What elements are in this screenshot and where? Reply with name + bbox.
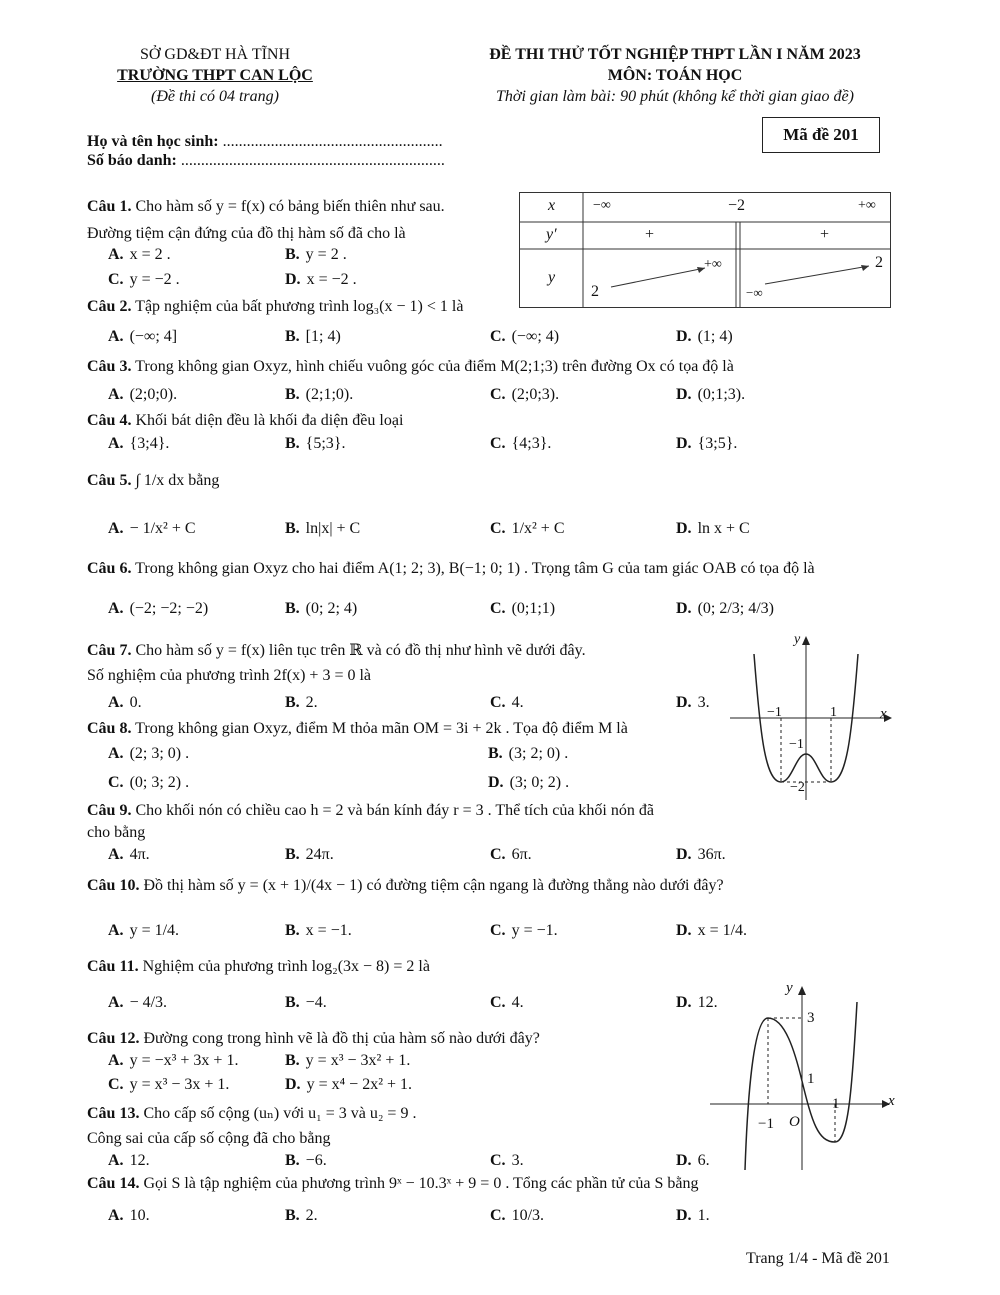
question-12: Câu 12. Đường cong trong hình vẽ là đồ thị của hàm số nào dưới đây? <box>87 1030 540 1047</box>
question-14: Câu 14. Gọi S là tập nghiệm của phương trình 9ˣ − 10.3ˣ + 9 = 0 . Tổng các phần tử của S bằng <box>87 1175 699 1192</box>
name-dots: ....................................................... <box>222 133 443 150</box>
id-label: Số báo danh: <box>87 152 177 169</box>
question-11: Câu 11. Nghiệm của phương trình log₂(3x − 8) = 2 là <box>87 958 430 975</box>
q8-option-c[interactable]: C. (0; 3; 2) . <box>108 774 190 791</box>
student-name-line <box>87 133 443 151</box>
q5-option-d[interactable]: D. ln x + C <box>676 520 750 537</box>
q13-option-c[interactable]: C. 3. <box>490 1152 524 1169</box>
table-sign-2: + <box>820 226 830 243</box>
q10-option-d[interactable]: D. x = 1/4. <box>676 922 748 939</box>
question-2: Câu 2. Tập nghiệm của bất phương trình log₃(x − 1) < 1 là <box>87 298 464 315</box>
q11-option-b[interactable]: B. −4. <box>285 994 327 1011</box>
school-name: TRƯỜNG THPT CAN LỘC <box>117 67 313 84</box>
q5-option-c[interactable]: C. 1/x² + C <box>490 520 565 537</box>
table-x-posinf: +∞ <box>858 198 876 213</box>
subject: MÔN: TOÁN HỌC <box>607 67 743 84</box>
graph2-tick-x1: 1 <box>832 1096 840 1112</box>
q8-option-d[interactable]: D. (3; 0; 2) . <box>488 774 570 791</box>
graph2-origin: O <box>789 1114 800 1130</box>
q3-option-b[interactable]: B. (2;1;0). <box>285 386 354 403</box>
graph2-y-label: y <box>786 980 793 996</box>
q1-option-d[interactable]: D. x = −2 . <box>285 271 357 288</box>
question-13-line2: Công sai của cấp số cộng đã cho bằng <box>87 1130 331 1147</box>
q13-option-b[interactable]: B. −6. <box>285 1152 327 1169</box>
question-4: Câu 4. Khối bát diện đều là khối đa diện đều loại <box>87 412 404 429</box>
graph1-tick-ym1: −1 <box>789 737 804 752</box>
table-yprime-label: y′ <box>546 226 557 243</box>
q2-option-c[interactable]: C. (−∞; 4) <box>490 328 560 345</box>
table-x-neginf: −∞ <box>593 198 611 213</box>
q2-option-a[interactable]: A. (−∞; 4] <box>108 328 178 345</box>
q2-option-b[interactable]: B. [1; 4) <box>285 328 341 345</box>
table-y-posinf: +∞ <box>704 257 722 272</box>
exam-code-box: Mã đề 201 <box>762 117 880 153</box>
student-id-line <box>87 152 445 170</box>
question-6: Câu 6. Trong không gian Oxyz cho hai điểm A(1; 2; 3), B(−1; 0; 1) . Trọng tâm G của tam giác OAB có tọa độ là <box>87 560 815 577</box>
q4-option-b[interactable]: B. {5;3}. <box>285 435 346 452</box>
variation-table-svg <box>519 192 891 308</box>
question-3: Câu 3. Trong không gian Oxyz, hình chiếu vuông góc của điểm M(2;1;3) trên đường Ox có tọa độ là <box>87 358 734 375</box>
question-7: Câu 7. Cho hàm số y = f(x) liên tục trên ℝ và có đồ thị như hình vẽ dưới đây. <box>87 642 586 659</box>
q11-option-d[interactable]: D. 12. <box>676 994 718 1011</box>
q12-option-a[interactable]: A. y = −x³ + 3x + 1. <box>108 1052 239 1069</box>
q10-option-c[interactable]: C. y = −1. <box>490 922 558 939</box>
table-sign-1: + <box>645 226 655 243</box>
q7-option-d[interactable]: D. 3. <box>676 694 710 711</box>
q14-option-b[interactable]: B. 2. <box>285 1207 318 1224</box>
q7-option-c[interactable]: C. 4. <box>490 694 524 711</box>
graph1-y-label: y <box>794 632 801 647</box>
q5-option-b[interactable]: B. ln|x| + C <box>285 520 361 537</box>
q9-option-d[interactable]: D. 36π. <box>676 846 726 863</box>
question-10: Câu 10. Đồ thị hàm số y = (x + 1)/(4x − 1) có đường tiệm cận ngang là đường thẳng nào dưới đây? <box>87 877 724 894</box>
q11-option-a[interactable]: A. − 4/3. <box>108 994 168 1011</box>
q1-option-a[interactable]: A. x = 2 . <box>108 246 171 263</box>
q7-option-a[interactable]: A. 0. <box>108 694 142 711</box>
q12-option-c[interactable]: C. y = x³ − 3x + 1. <box>108 1076 230 1093</box>
id-dots: .................................................................. <box>180 152 445 169</box>
graph2-tick-1: 1 <box>807 1071 815 1087</box>
question-7-line2: Số nghiệm của phương trình 2f(x) + 3 = 0 là <box>87 667 372 684</box>
q12-option-d[interactable]: D. y = x⁴ − 2x² + 1. <box>285 1076 413 1093</box>
question-5: Câu 5. ∫ 1/x dx bằng <box>87 472 220 489</box>
name-label: Họ và tên học sinh: <box>87 133 219 150</box>
question-1: Câu 1. Cho hàm số y = f(x) có bảng biến thiên như sau. <box>87 198 445 215</box>
table-x-m2: −2 <box>728 197 746 214</box>
q2-option-d[interactable]: D. (1; 4) <box>676 328 733 345</box>
question-1-line2: Đường tiệm cận đứng của đồ thị hàm số đã cho là <box>87 225 406 242</box>
q6-option-d[interactable]: D. (0; 2/3; 4/3) <box>676 600 774 617</box>
q14-option-a[interactable]: A. 10. <box>108 1207 150 1224</box>
q14-option-c[interactable]: C. 10/3. <box>490 1207 545 1224</box>
q4-option-c[interactable]: C. {4;3}. <box>490 435 552 452</box>
q13-option-d[interactable]: D. 6. <box>676 1152 710 1169</box>
q6-option-b[interactable]: B. (0; 2; 4) <box>285 600 358 617</box>
q6-option-a[interactable]: A. (−2; −2; −2) <box>108 600 209 617</box>
q10-option-b[interactable]: B. x = −1. <box>285 922 352 939</box>
q8-option-b[interactable]: B. (3; 2; 0) . <box>488 745 569 762</box>
dept-name: SỞ GD&ĐT HÀ TĨNH <box>139 46 291 63</box>
q8-option-a[interactable]: A. (2; 3; 0) . <box>108 745 190 762</box>
q1-option-c[interactable]: C. y = −2 . <box>108 271 180 288</box>
graph1-tick-1: 1 <box>830 705 837 720</box>
table-y-2-right: 2 <box>875 254 883 271</box>
q3-option-d[interactable]: D. (0;1;3). <box>676 386 746 403</box>
graph2-tick-m1: −1 <box>758 1116 774 1132</box>
question-9-line2: cho bằng <box>87 824 146 841</box>
graph1-tick-m1: −1 <box>767 705 782 720</box>
q9-option-b[interactable]: B. 24π. <box>285 846 334 863</box>
q3-option-a[interactable]: A. (2;0;0). <box>108 386 178 403</box>
q11-option-c[interactable]: C. 4. <box>490 994 524 1011</box>
q10-option-a[interactable]: A. y = 1/4. <box>108 922 180 939</box>
question-13: Câu 13. Cho cấp số cộng (uₙ) với u₁ = 3 và u₂ = 9 . <box>87 1105 417 1122</box>
q12-option-b[interactable]: B. y = x³ − 3x² + 1. <box>285 1052 411 1069</box>
graph1-svg <box>730 632 900 802</box>
page-footer: Trang 1/4 - Mã đề 201 <box>746 1250 890 1267</box>
table-y-neginf: −∞ <box>746 285 763 300</box>
table-y-label: y <box>548 269 556 286</box>
question-9: Câu 9. Cho khối nón có chiều cao h = 2 và bán kính đáy r = 3 . Thể tích của khối nón đã <box>87 802 654 819</box>
table-x-label: x <box>548 197 556 214</box>
question-8: Câu 8. Trong không gian Oxyz, điểm M thỏa mãn OM = 3i + 2k . Tọa độ điểm M là <box>87 720 628 737</box>
q6-option-c[interactable]: C. (0;1;1) <box>490 600 556 617</box>
graph2-tick-3: 3 <box>807 1010 815 1026</box>
time-note: Thời gian làm bài: 90 phút (không kể thời gian giao đề) <box>496 88 854 105</box>
exam-title: ĐỀ THI THỬ TỐT NGHIỆP THPT LẦN I NĂM 2023 <box>489 46 861 63</box>
q3-option-c[interactable]: C. (2;0;3). <box>490 386 560 403</box>
q5-option-a[interactable]: A. − 1/x² + C <box>108 520 196 537</box>
q9-option-c[interactable]: C. 6π. <box>490 846 532 863</box>
q9-option-a[interactable]: A. 4π. <box>108 846 150 863</box>
q4-option-a[interactable]: A. {3;4}. <box>108 435 170 452</box>
q14-option-d[interactable]: D. 1. <box>676 1207 710 1224</box>
graph1-x-label: x <box>880 706 887 722</box>
q7-option-b[interactable]: B. 2. <box>285 694 318 711</box>
q4-option-d[interactable]: D. {3;5}. <box>676 435 738 452</box>
graph1-tick-ym2: −2 <box>790 780 805 795</box>
graph2-x-label: x <box>888 1093 895 1109</box>
table-y-2-left: 2 <box>591 283 599 300</box>
q1-option-b[interactable]: B. y = 2 . <box>285 246 347 263</box>
q13-option-a[interactable]: A. 12. <box>108 1152 150 1169</box>
pages-note: (Đề thi có 04 trang) <box>151 88 279 105</box>
